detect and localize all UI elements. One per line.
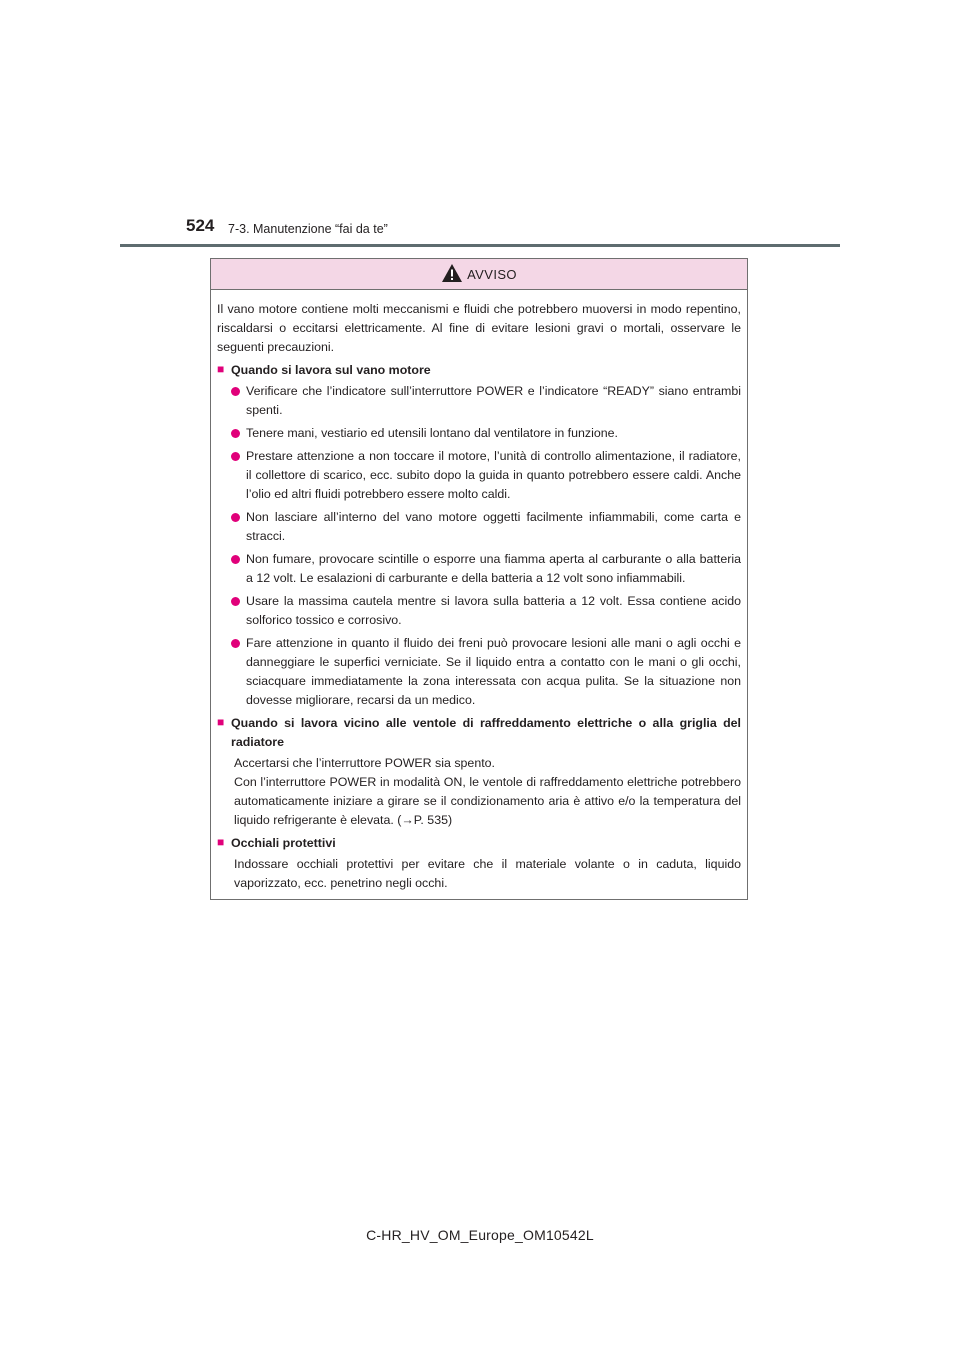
square-bullet-icon: ■ [217,835,225,849]
header-rule [120,244,840,247]
section-engine-compartment [217,361,741,710]
round-bullet-icon [231,429,240,438]
bullet-text: Fare attenzione in quanto il fluido dei freni può provocare lesioni alle mani o agli occhi e danneggiare le superfici verniciate. Se il liquido entra a contatto con le mani o gli occhi, sciacquare immediatamente la zona interessata con acqua pulita. Se la situazione non dovesse migliorare, recarsi da un medico. [246,636,741,707]
round-bullet-icon [231,555,240,564]
warning-header [211,259,747,290]
list-item [231,447,741,504]
warning-triangle-icon [441,263,463,283]
list-item [231,592,741,630]
document-code: C-HR_HV_OM_Europe_OM10542L [366,1227,594,1243]
section-heading [217,834,741,853]
page-number: 524 [186,216,215,235]
warning-body [211,290,747,893]
round-bullet-icon [231,452,240,461]
bullet-text: Tenere mani, vestiario ed utensili lontano dal ventilatore in funzione. [246,426,618,440]
list-item [231,508,741,546]
section-paragraph: Accertarsi che l’interruttore POWER sia spento. [234,756,495,770]
section-heading-text: Quando si lavora sul vano motore [231,363,431,377]
bullet-text: Non fumare, provocare scintille o esporre una fiamma aperta al carburante o alla batteria a 12 volt. Le esalazioni di carburante e della batteria a 12 volt sono infiammabili. [246,552,741,585]
list-item [231,382,741,420]
list-item [231,634,741,710]
section-title: 7-3. Manutenzione “fai da te” [228,222,388,236]
section-cooling-fans [217,714,741,830]
list-item [231,550,741,588]
round-bullet-icon [231,387,240,396]
round-bullet-icon [231,597,240,606]
section-heading-text: Occhiali protettivi [231,836,336,850]
warning-label: AVVISO [467,266,517,282]
square-bullet-icon: ■ [217,715,225,729]
round-bullet-icon [231,513,240,522]
section-paragraph: Indossare occhiali protettivi per evitare che il materiale volante o in caduta, liquido vaporizzato, ecc. penetrino negli occhi. [234,857,741,890]
warning-intro: Il vano motore contiene molti meccanismi e fluidi che potrebbero muoversi in modo repentino, riscaldarsi o eccitarsi elettricamente. Al fine di evitare lesioni gravi o mortali, osservare le seguenti precauzioni. [217,302,741,354]
section-heading [217,361,741,380]
square-bullet-icon: ■ [217,362,225,376]
bullet-text: Non lasciare all’interno del vano motore oggetti facilmente infiammabili, come carta e stracci. [246,510,741,543]
warning-box [210,258,748,900]
section-paragraph: Con l’interruttore POWER in modalità ON, le ventole di raffreddamento elettriche potrebbero automaticamente iniziare a girare se il condizionamento aria è attivo e/o la temperatura del liquido refrigerante è elevata. (→P. 535) [234,775,741,827]
list-item [231,424,741,443]
section-heading-text: Quando si lavora vicino alle ventole di raffreddamento elettriche o alla griglia del radiatore [231,716,741,749]
bullet-text: Verificare che l’indicatore sull’interruttore POWER e l’indicatore “READY” siano entrambi spenti. [246,384,741,417]
bullet-text: Prestare attenzione a non toccare il motore, l’unità di controllo alimentazione, il radiatore, il collettore di scarico, ecc. subito dopo la guida in quanto potrebbero essere caldi. Anche l’olio ed altri fluidi potrebbero essere molto caldi. [246,449,741,501]
round-bullet-icon [231,639,240,648]
bullet-text: Usare la massima cautela mentre si lavora sulla batteria a 12 volt. Essa contiene acido solforico tossico e corrosivo. [246,594,741,627]
section-protective-glasses [217,834,741,893]
section-heading [217,714,741,752]
